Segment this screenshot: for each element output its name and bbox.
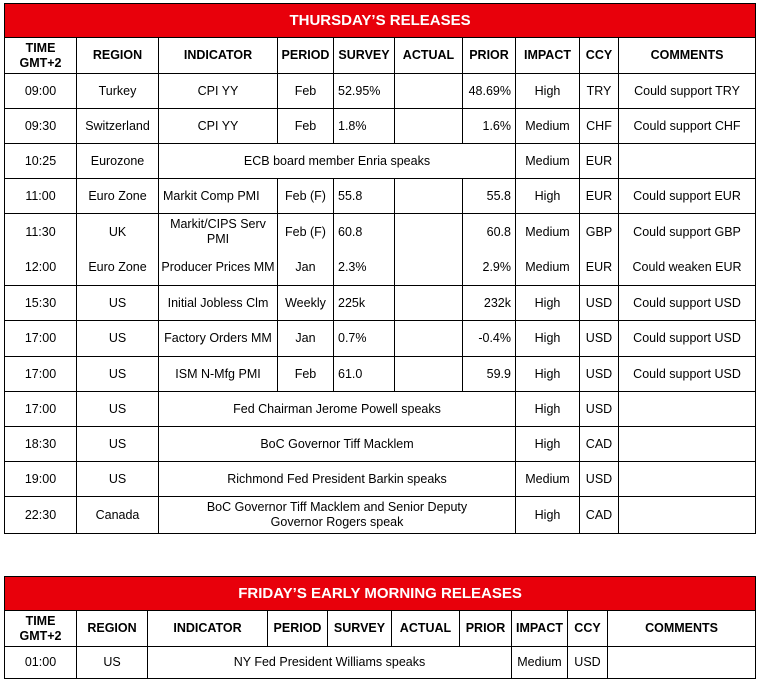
cell-actual <box>395 214 463 251</box>
cell-time: 22:30 <box>5 497 77 534</box>
header-survey: SURVEY <box>328 611 392 647</box>
header-row <box>5 38 756 74</box>
cell-time: 01:00 <box>5 647 77 679</box>
cell-ccy: USD <box>580 462 619 497</box>
cell-region: UK <box>77 214 159 251</box>
cell-impact: Medium <box>516 214 580 251</box>
cell-prior: 59.9 <box>463 357 516 392</box>
cell-time: 18:30 <box>5 427 77 462</box>
cell-ccy: CAD <box>580 427 619 462</box>
cell-impact: Medium <box>516 251 580 286</box>
cell-region: US <box>77 392 159 427</box>
cell-indicator: CPI YY <box>159 74 278 109</box>
cell-time: 09:00 <box>5 74 77 109</box>
cell-ccy: USD <box>580 321 619 357</box>
cell-event: ECB board member Enria speaks <box>159 144 516 179</box>
cell-prior: 232k <box>463 286 516 321</box>
header-period: PERIOD <box>278 38 334 74</box>
cell-survey: 61.0 <box>334 357 395 392</box>
header-ccy: CCY <box>580 38 619 74</box>
table-row <box>5 321 756 357</box>
header-prior: PRIOR <box>463 38 516 74</box>
cell-period: Feb (F) <box>278 214 334 251</box>
cell-impact: Medium <box>516 144 580 179</box>
cell-ccy: GBP <box>580 214 619 251</box>
header-comments: COMMENTS <box>608 611 756 647</box>
header-actual: ACTUAL <box>395 38 463 74</box>
table-row <box>5 392 756 427</box>
header-region: REGION <box>77 38 159 74</box>
cell-ccy: USD <box>580 357 619 392</box>
cell-region: Switzerland <box>77 109 159 144</box>
cell-region: US <box>77 427 159 462</box>
header-comments: COMMENTS <box>619 38 756 74</box>
cell-region: US <box>77 647 148 679</box>
cell-comments: Could support USD <box>619 357 756 392</box>
cell-time: 17:00 <box>5 357 77 392</box>
cell-period: Feb <box>278 109 334 144</box>
cell-region: US <box>77 286 159 321</box>
cell-ccy: CHF <box>580 109 619 144</box>
header-indicator: INDICATOR <box>148 611 268 647</box>
header-indicator: INDICATOR <box>159 38 278 74</box>
cell-ccy: EUR <box>580 251 619 286</box>
cell-event: Fed Chairman Jerome Powell speaks <box>159 392 516 427</box>
cell-impact: High <box>516 179 580 214</box>
header-region: REGION <box>77 611 148 647</box>
cell-impact: High <box>516 357 580 392</box>
cell-impact: High <box>516 392 580 427</box>
cell-ccy: USD <box>580 392 619 427</box>
cell-actual <box>395 179 463 214</box>
cell-period: Jan <box>278 321 334 357</box>
cell-ccy: USD <box>580 286 619 321</box>
cell-survey: 225k <box>334 286 395 321</box>
cell-actual <box>395 286 463 321</box>
cell-impact: High <box>516 74 580 109</box>
cell-indicator: Markit Comp PMI <box>159 179 278 214</box>
cell-comments <box>619 392 756 427</box>
cell-comments: Could support TRY <box>619 74 756 109</box>
cell-survey: 1.8% <box>334 109 395 144</box>
cell-period: Feb (F) <box>278 179 334 214</box>
header-ccy: CCY <box>568 611 608 647</box>
cell-event: NY Fed President Williams speaks <box>148 647 512 679</box>
cell-region: US <box>77 462 159 497</box>
header-impact: IMPACT <box>516 38 580 74</box>
cell-prior: -0.4% <box>463 321 516 357</box>
cell-region: Euro Zone <box>77 251 159 286</box>
cell-period: Jan <box>278 251 334 286</box>
table-row <box>5 179 756 214</box>
header-actual: ACTUAL <box>392 611 460 647</box>
cell-actual <box>395 74 463 109</box>
cell-survey: 60.8 <box>334 214 395 251</box>
cell-region: Canada <box>77 497 159 534</box>
table-row <box>5 427 756 462</box>
cell-comments: Could support USD <box>619 321 756 357</box>
table-row <box>5 144 756 179</box>
cell-region: US <box>77 357 159 392</box>
header-survey: SURVEY <box>334 38 395 74</box>
cell-comments: Could support GBP <box>619 214 756 251</box>
cell-event: BoC Governor Tiff Macklem and Senior Deputy Governor Rogers speak <box>159 497 516 534</box>
cell-time: 09:30 <box>5 109 77 144</box>
table-row <box>5 109 756 144</box>
cell-time: 11:30 <box>5 214 77 251</box>
thursday-releases-table <box>4 3 756 534</box>
cell-survey: 0.7% <box>334 321 395 357</box>
cell-time: 12:00 <box>5 251 77 286</box>
table-row <box>5 647 756 679</box>
header-prior: PRIOR <box>460 611 512 647</box>
cell-ccy: EUR <box>580 144 619 179</box>
cell-time: 11:00 <box>5 179 77 214</box>
cell-indicator: ISM N-Mfg PMI <box>159 357 278 392</box>
cell-comments: Could weaken EUR <box>619 251 756 286</box>
cell-survey: 2.3% <box>334 251 395 286</box>
cell-ccy: EUR <box>580 179 619 214</box>
header-row <box>5 611 756 647</box>
cell-impact: Medium <box>512 647 568 679</box>
cell-actual <box>395 357 463 392</box>
cell-comments <box>619 144 756 179</box>
cell-period: Feb <box>278 74 334 109</box>
cell-survey: 52.95% <box>334 74 395 109</box>
cell-ccy: TRY <box>580 74 619 109</box>
thursday-title: THURSDAY’S RELEASES <box>5 4 756 38</box>
cell-comments: Could support EUR <box>619 179 756 214</box>
cell-comments: Could support CHF <box>619 109 756 144</box>
cell-prior: 2.9% <box>463 251 516 286</box>
cell-event: Richmond Fed President Barkin speaks <box>159 462 516 497</box>
cell-region: Euro Zone <box>77 179 159 214</box>
cell-indicator: Markit/CIPS Serv PMI <box>159 214 278 251</box>
table-row <box>5 462 756 497</box>
cell-comments: Could support USD <box>619 286 756 321</box>
cell-prior: 1.6% <box>463 109 516 144</box>
cell-actual <box>395 251 463 286</box>
table-row <box>5 74 756 109</box>
cell-actual <box>395 109 463 144</box>
table-row <box>5 357 756 392</box>
cell-impact: Medium <box>516 109 580 144</box>
cell-indicator: CPI YY <box>159 109 278 144</box>
cell-actual <box>395 321 463 357</box>
friday-title: FRIDAY’S EARLY MORNING RELEASES <box>5 577 756 611</box>
cell-event: BoC Governor Tiff Macklem <box>159 427 516 462</box>
cell-time: 17:00 <box>5 392 77 427</box>
cell-time: 15:30 <box>5 286 77 321</box>
cell-survey: 55.8 <box>334 179 395 214</box>
cell-ccy: CAD <box>580 497 619 534</box>
cell-prior: 48.69% <box>463 74 516 109</box>
cell-prior: 60.8 <box>463 214 516 251</box>
table-row <box>5 286 756 321</box>
cell-impact: High <box>516 321 580 357</box>
cell-comments <box>619 427 756 462</box>
cell-region: US <box>77 321 159 357</box>
cell-comments <box>619 462 756 497</box>
header-period: PERIOD <box>268 611 328 647</box>
table-row <box>5 497 756 534</box>
friday-releases-table <box>4 576 756 679</box>
cell-period: Feb <box>278 357 334 392</box>
cell-time: 17:00 <box>5 321 77 357</box>
cell-region: Turkey <box>77 74 159 109</box>
cell-period: Weekly <box>278 286 334 321</box>
cell-time: 19:00 <box>5 462 77 497</box>
cell-indicator: Factory Orders MM <box>159 321 278 357</box>
cell-indicator: Producer Prices MM <box>159 251 278 286</box>
cell-impact: Medium <box>516 462 580 497</box>
header-impact: IMPACT <box>512 611 568 647</box>
header-time: TIME GMT+2 <box>5 611 77 647</box>
table-row <box>5 251 756 286</box>
table-row <box>5 214 756 251</box>
cell-indicator: Initial Jobless Clm <box>159 286 278 321</box>
cell-impact: High <box>516 286 580 321</box>
cell-comments <box>619 497 756 534</box>
cell-impact: High <box>516 497 580 534</box>
cell-region: Eurozone <box>77 144 159 179</box>
cell-prior: 55.8 <box>463 179 516 214</box>
cell-impact: High <box>516 427 580 462</box>
cell-comments <box>608 647 756 679</box>
cell-time: 10:25 <box>5 144 77 179</box>
cell-ccy: USD <box>568 647 608 679</box>
header-time: TIME GMT+2 <box>5 38 77 74</box>
